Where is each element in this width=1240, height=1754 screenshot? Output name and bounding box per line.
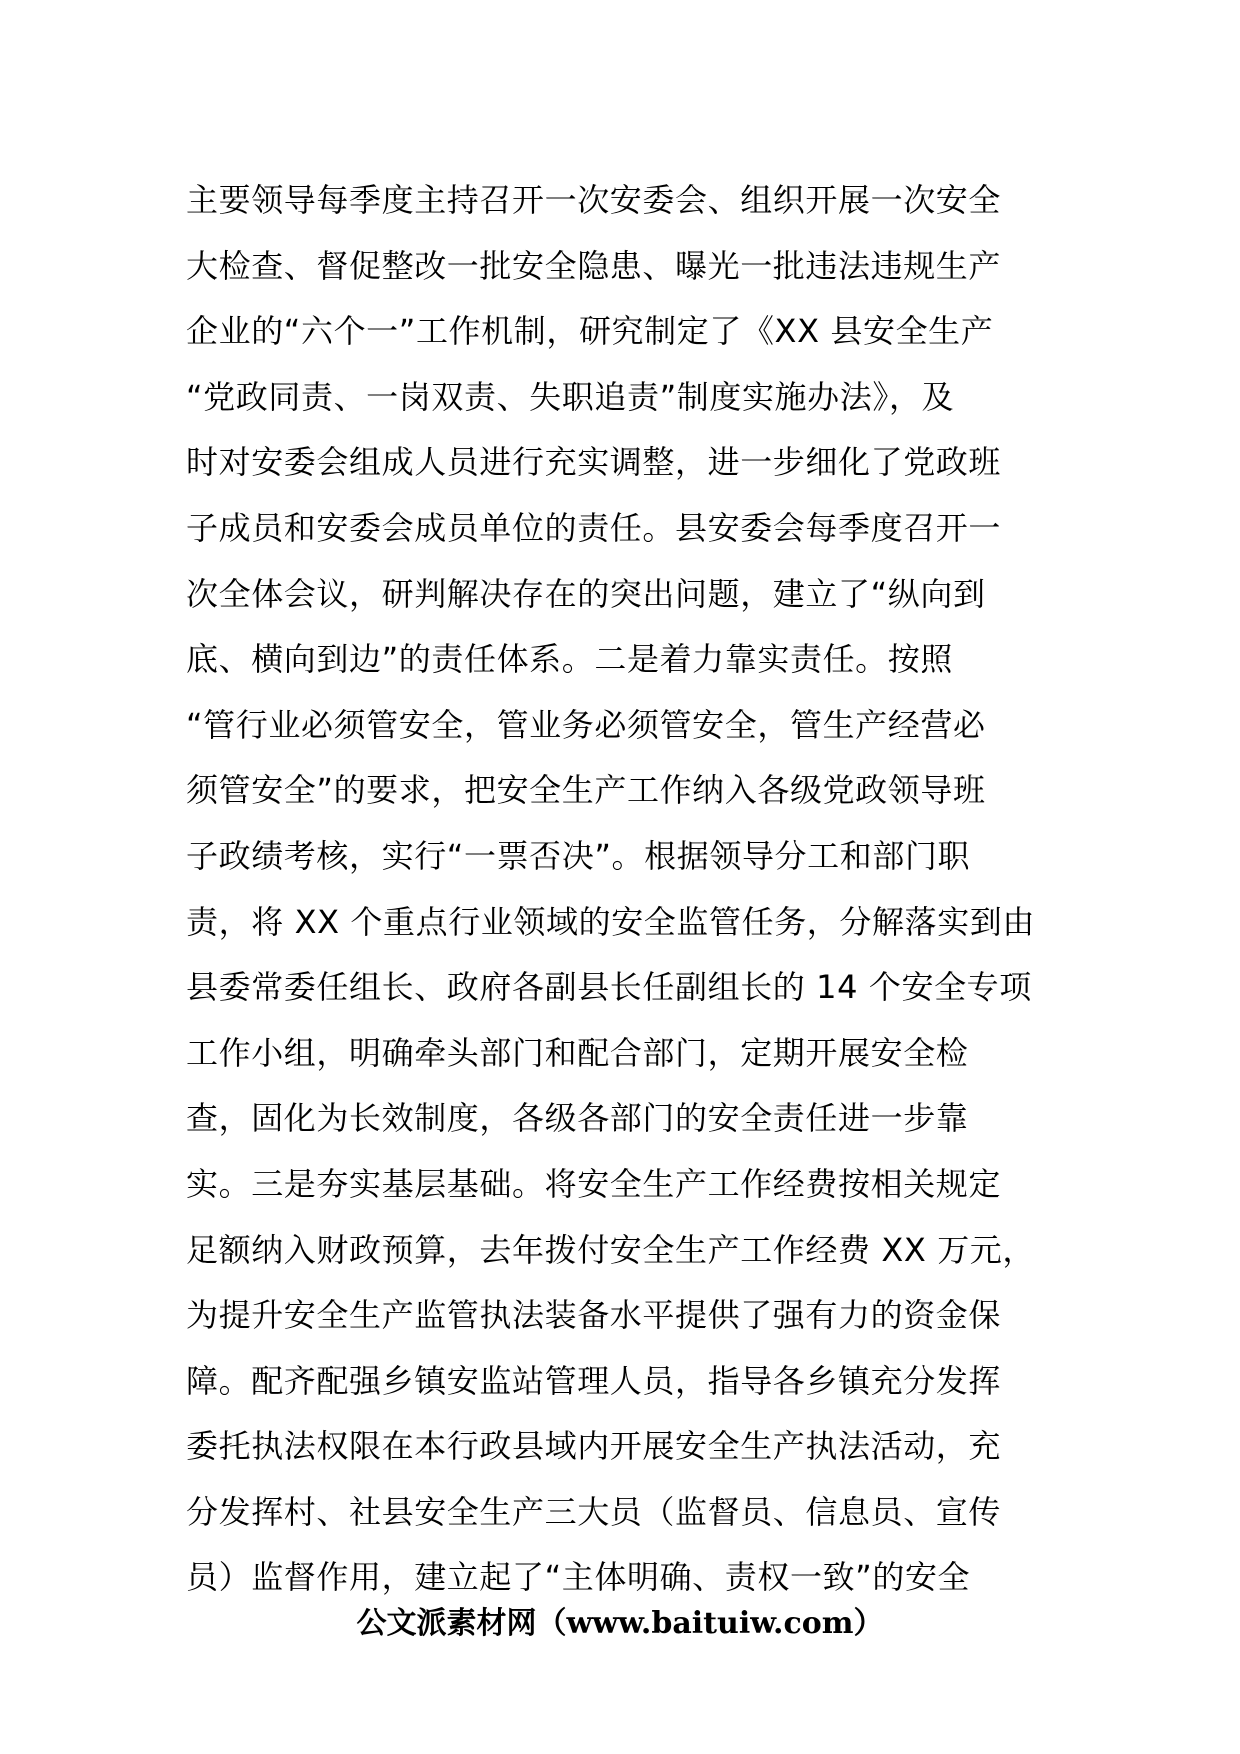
text-line: 子政绩考核，实行“一票否决”。根据领导分工和部门职	[186, 836, 971, 875]
body-text	[186, 168, 1066, 1611]
text-line: 为提升安全生产监管执法装备水平提供了强有力的资金保	[186, 1296, 1002, 1335]
text-line: 时对安委会组成人员进行充实调整，进一步细化了党政班	[186, 443, 1002, 482]
text-line: 足额纳入财政预算，去年拨付安全生产工作经费 XX 万元，	[186, 1230, 1035, 1269]
text-line: 县委常委任组长、政府各副县长任副组长的 14 个安全专项	[186, 968, 1032, 1007]
text-line: “管行业必须管安全，管业务必须管安全，管生产经营必	[186, 705, 986, 744]
text-line: 企业的“六个一”工作机制，研究制定了《XX 县安全生产	[186, 312, 994, 351]
text-line: 底、横向到边”的责任体系。二是着力靠实责任。按照	[186, 640, 953, 679]
text-line: 查，固化为长效制度，各级各部门的安全责任进一步靠	[186, 1099, 969, 1138]
text-line: 主要领导每季度主持召开一次安委会、组织开展一次安全	[186, 181, 1002, 219]
text-line: 实。三是夯实基层基础。将安全生产工作经费按相关规定	[186, 1164, 1002, 1203]
text-line: 委托执法权限在本行政县域内开展安全生产执法活动，充	[186, 1427, 1002, 1466]
text-line: 须管安全”的要求，把安全生产工作纳入各级党政领导班	[186, 771, 986, 810]
text-line: 子成员和安委会成员单位的责任。县安委会每季度召开一	[186, 508, 1002, 547]
text-line: “党政同责、一岗双责、失职追责”制度实施办法》，及	[186, 377, 955, 416]
text-line: 分发挥村、社县安全生产三大员（监督员、信息员、宣传	[186, 1492, 1002, 1531]
text-line: 障。配齐配强乡镇安监站管理人员，指导各乡镇充分发挥	[186, 1361, 1002, 1400]
text-line: 责，将 XX 个重点行业领域的安全监管任务，分解落实到由	[186, 902, 1035, 941]
text-line: 工作小组，明确牵头部门和配合部门，定期开展安全检	[186, 1033, 969, 1072]
text-line: 次全体会议，研判解决存在的突出问题，建立了“纵向到	[186, 574, 986, 613]
text-line: 员）监督作用，建立起了“主体明确、责权一致”的安全	[186, 1558, 971, 1597]
text-line: 大检查、督促整改一批安全隐患、曝光一批违法违规生产	[186, 246, 1002, 285]
footer-watermark: 公文派素材网（www.baituiw.com）	[356, 1606, 884, 1641]
